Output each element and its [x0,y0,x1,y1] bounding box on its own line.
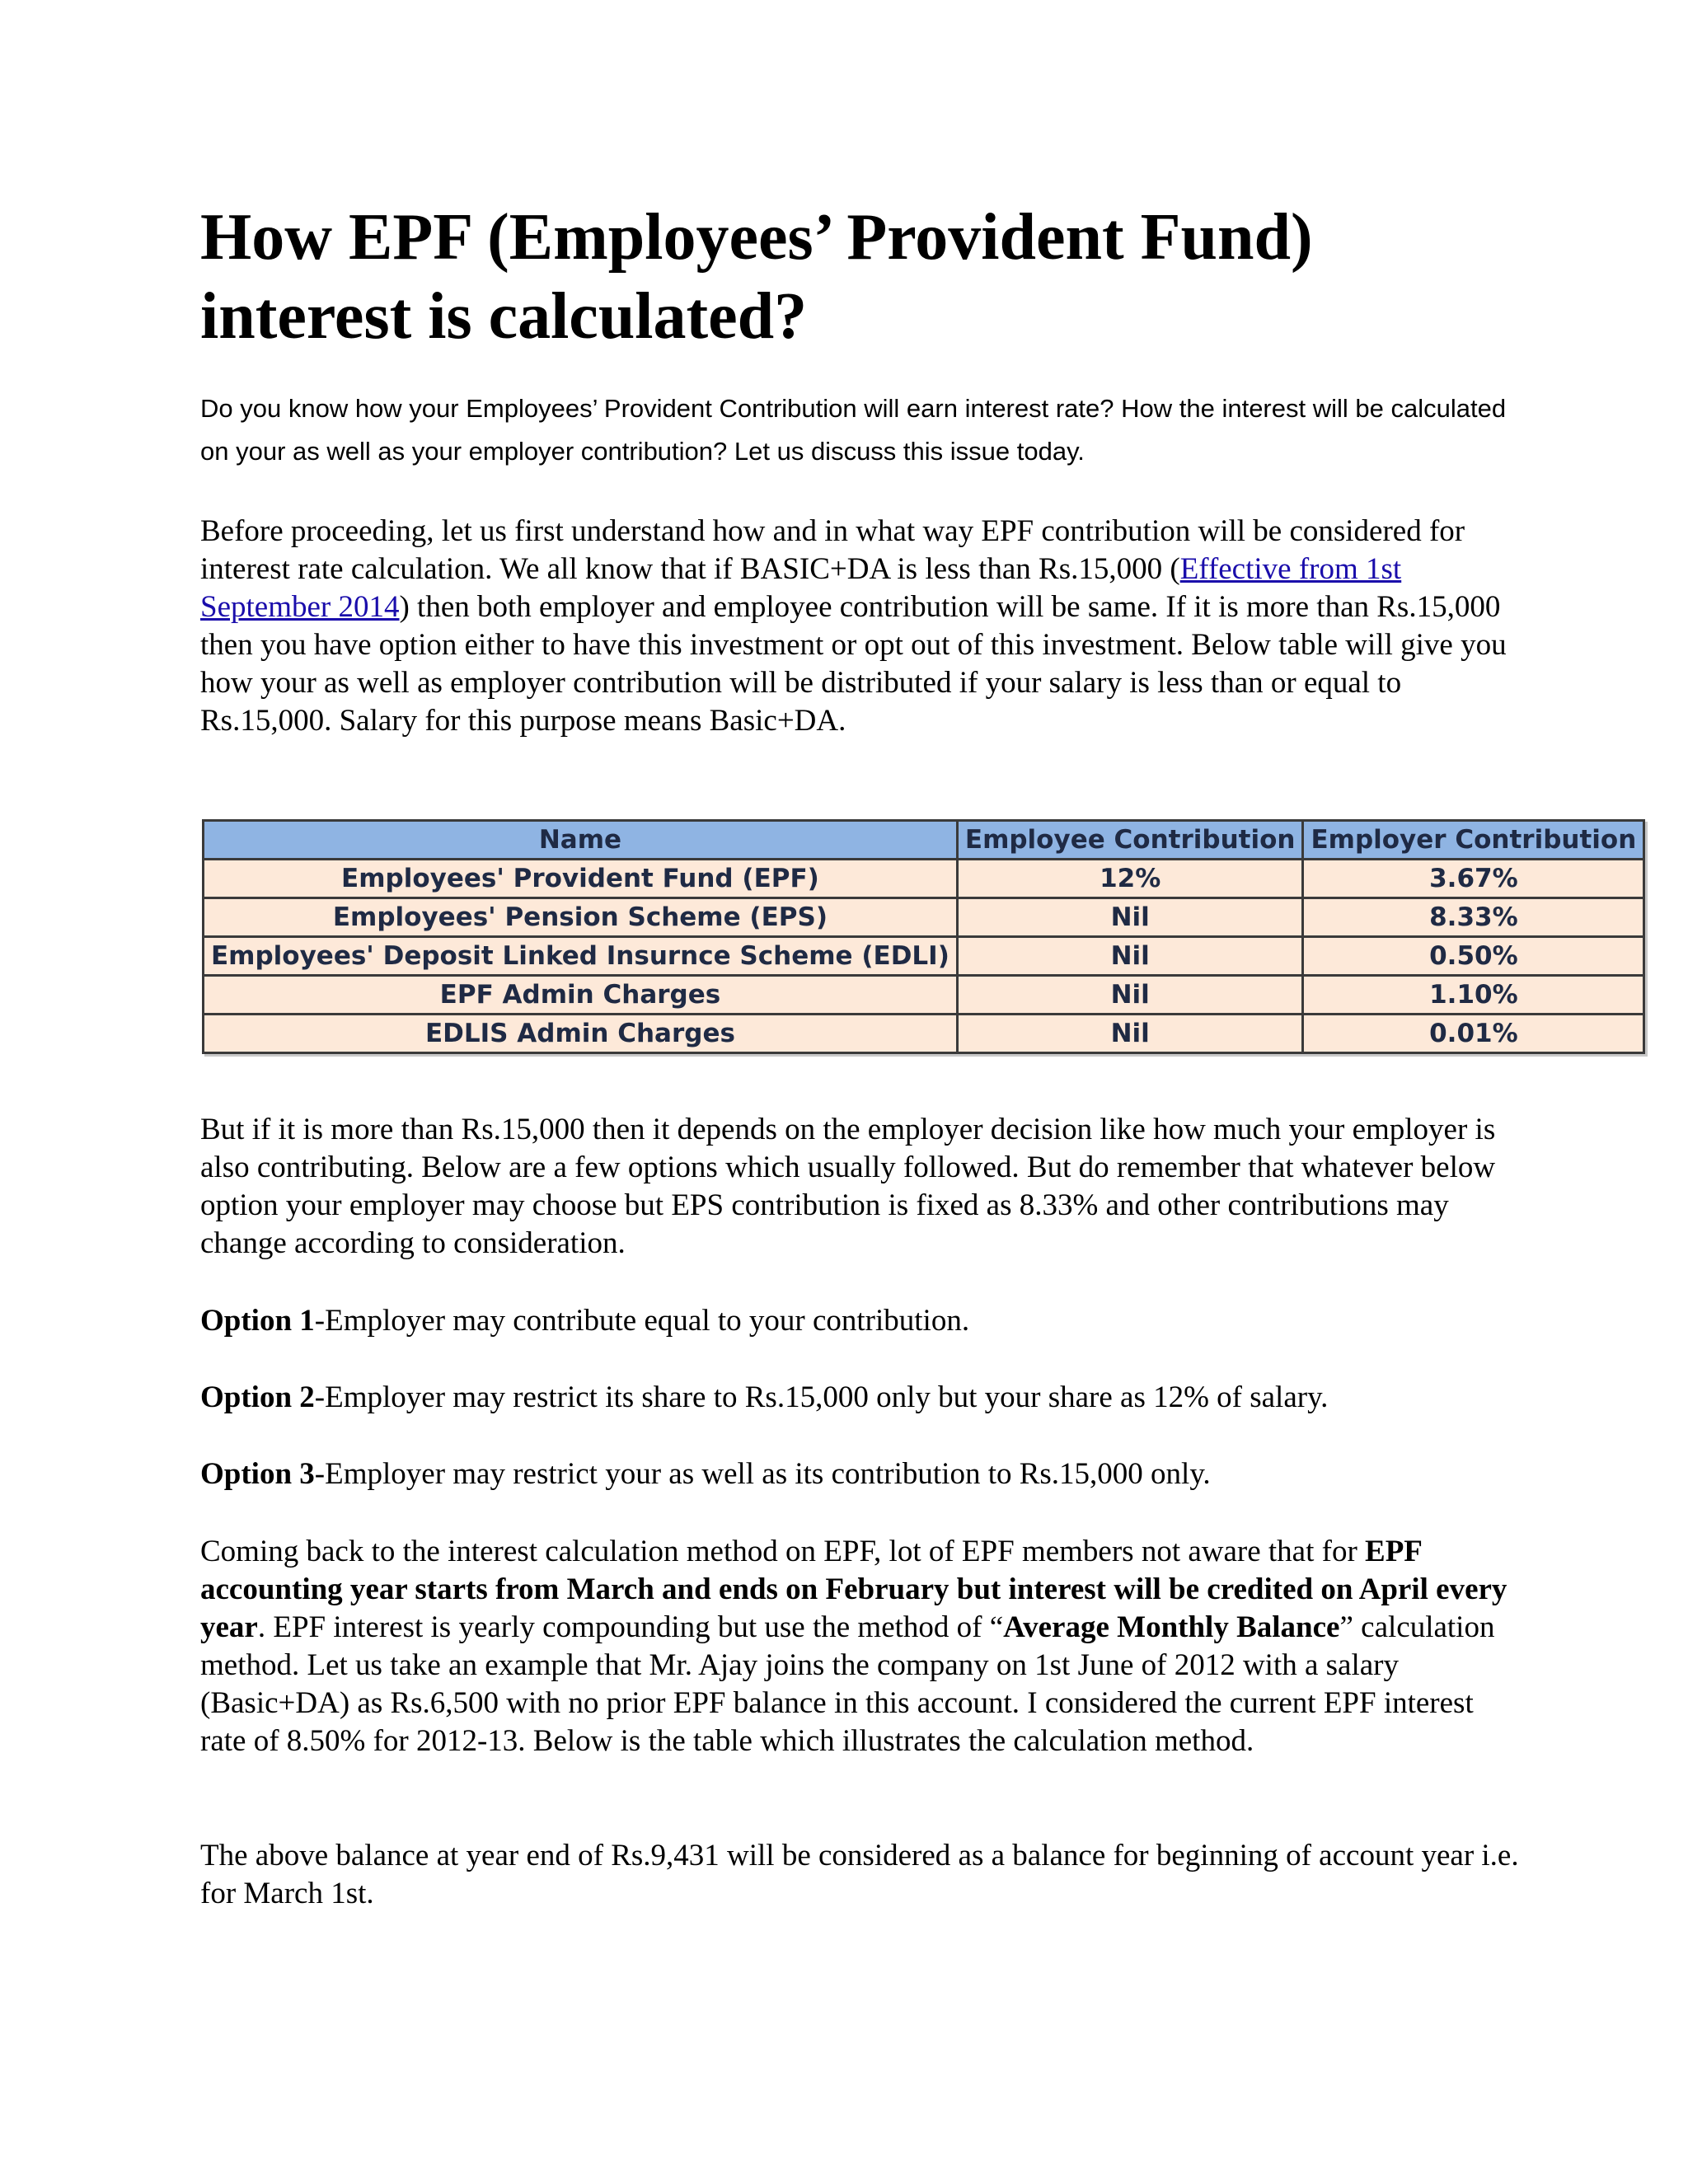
paragraph-text: Before proceeding, let us first understand how and in what way EPF contribution will be considered for interest rate calculation. We all know that if BASIC+DA is less than Rs.15,000 ( [200,514,1465,586]
option-text: -Employer may restrict your as well as its contribution to Rs.15,000 only. [314,1457,1211,1491]
option-label: Option 3 [200,1457,315,1491]
table-header-row [204,821,1644,860]
option-text: -Employer may restrict its share to Rs.15,000 only but your share as 12% of salary. [314,1380,1329,1414]
bold-text: Average Monthly Balance [1003,1610,1340,1644]
table-row [204,860,1644,898]
table-cell-employer: 8.33% [1303,898,1644,937]
paragraph-text: ) then both employer and employee contribution will be same. If it is more than Rs.15,000 then you have option either to have this investment or opt out of this investment. Below table will give you how your as well as employer contribution will be distributed if your salary is less than or equal to Rs.15,000. Salary for this purpose means Basic+DA. [200,590,1507,738]
table-cell-name: Employees' Deposit Linked Insurnce Scheme (EDLI) [204,937,958,976]
table-cell-name: EPF Admin Charges [204,976,958,1015]
paragraph-above-limit: But if it is more than Rs.15,000 then it depends on the employer decision like how much your employer is also contributing. Below are a few options which usually followed. But do remember that whatever below option your employer may choose but EPS contribution is fixed as 8.33% and other contributions may change according to consideration. [200,1113,1496,1260]
bold-text: EPF accounting year starts from March and ends on February but interest will be credited on April every year [200,1535,1507,1644]
effective-date-link[interactable]: Effective from 1st September 2014 [200,552,1402,624]
table-cell-employee: Nil [957,898,1303,937]
paragraph-text: Coming back to the interest calculation method on EPF, lot of EPF members not aware that for [200,1535,1366,1568]
table-cell-name: Employees' Pension Scheme (EPS) [204,898,958,937]
table-cell-employee: 12% [957,860,1303,898]
table-cell-employee: Nil [957,976,1303,1015]
table-cell-employee: Nil [957,937,1303,976]
option-text: -Employer may contribute equal to your contribution. [314,1304,970,1338]
paragraph-contribution-basis [200,513,1519,740]
table-cell-name: EDLIS Admin Charges [204,1015,958,1053]
table-cell-employer: 3.67% [1303,860,1644,898]
table-row [204,937,1644,976]
option-1 [200,1302,1519,1340]
table-cell-employee: Nil [957,1015,1303,1053]
contribution-table [202,819,1645,1054]
page-title: How EPF (Employees’ Provident Fund) interest is calculated? [200,201,1313,353]
paragraph-text: ” calculation method. Let us take an example that Mr. Ajay joins the company on 1st June of 2012 with a salary (Basic+DA) as Rs.6,500 with no prior EPF balance in this account. I considered the current EPF interest rate of 8.50% for 2012-13. Below is the table which illustrates the calculation method. [200,1610,1495,1758]
table-cell-employer: 0.01% [1303,1015,1644,1053]
table-cell-name: Employees' Provident Fund (EPF) [204,860,958,898]
table-cell-employer: 1.10% [1303,976,1644,1015]
paragraph-interest-method [200,1533,1519,1760]
option-label: Option 2 [200,1380,315,1414]
intro-paragraph: Do you know how your Employees’ Provident Contribution will earn interest rate? How the interest will be calculated on your as well as your employer contribution? Let us discuss this issue today. [200,394,1507,466]
column-header-employer: Employer Contribution [1303,821,1644,860]
table-cell-employer: 0.50% [1303,937,1644,976]
option-3 [200,1455,1519,1493]
table-row [204,898,1644,937]
paragraph-year-end-balance: The above balance at year end of Rs.9,431 will be considered as a balance for beginning of account year i.e. for March 1st. [200,1839,1519,1910]
option-label: Option 1 [200,1304,315,1338]
table-row [204,1015,1644,1053]
column-header-name: Name [204,821,958,860]
column-header-employee: Employee Contribution [957,821,1303,860]
paragraph-text: . EPF interest is yearly compounding but use the method of “ [257,1610,1004,1644]
option-2 [200,1379,1519,1417]
table-row [204,976,1644,1015]
